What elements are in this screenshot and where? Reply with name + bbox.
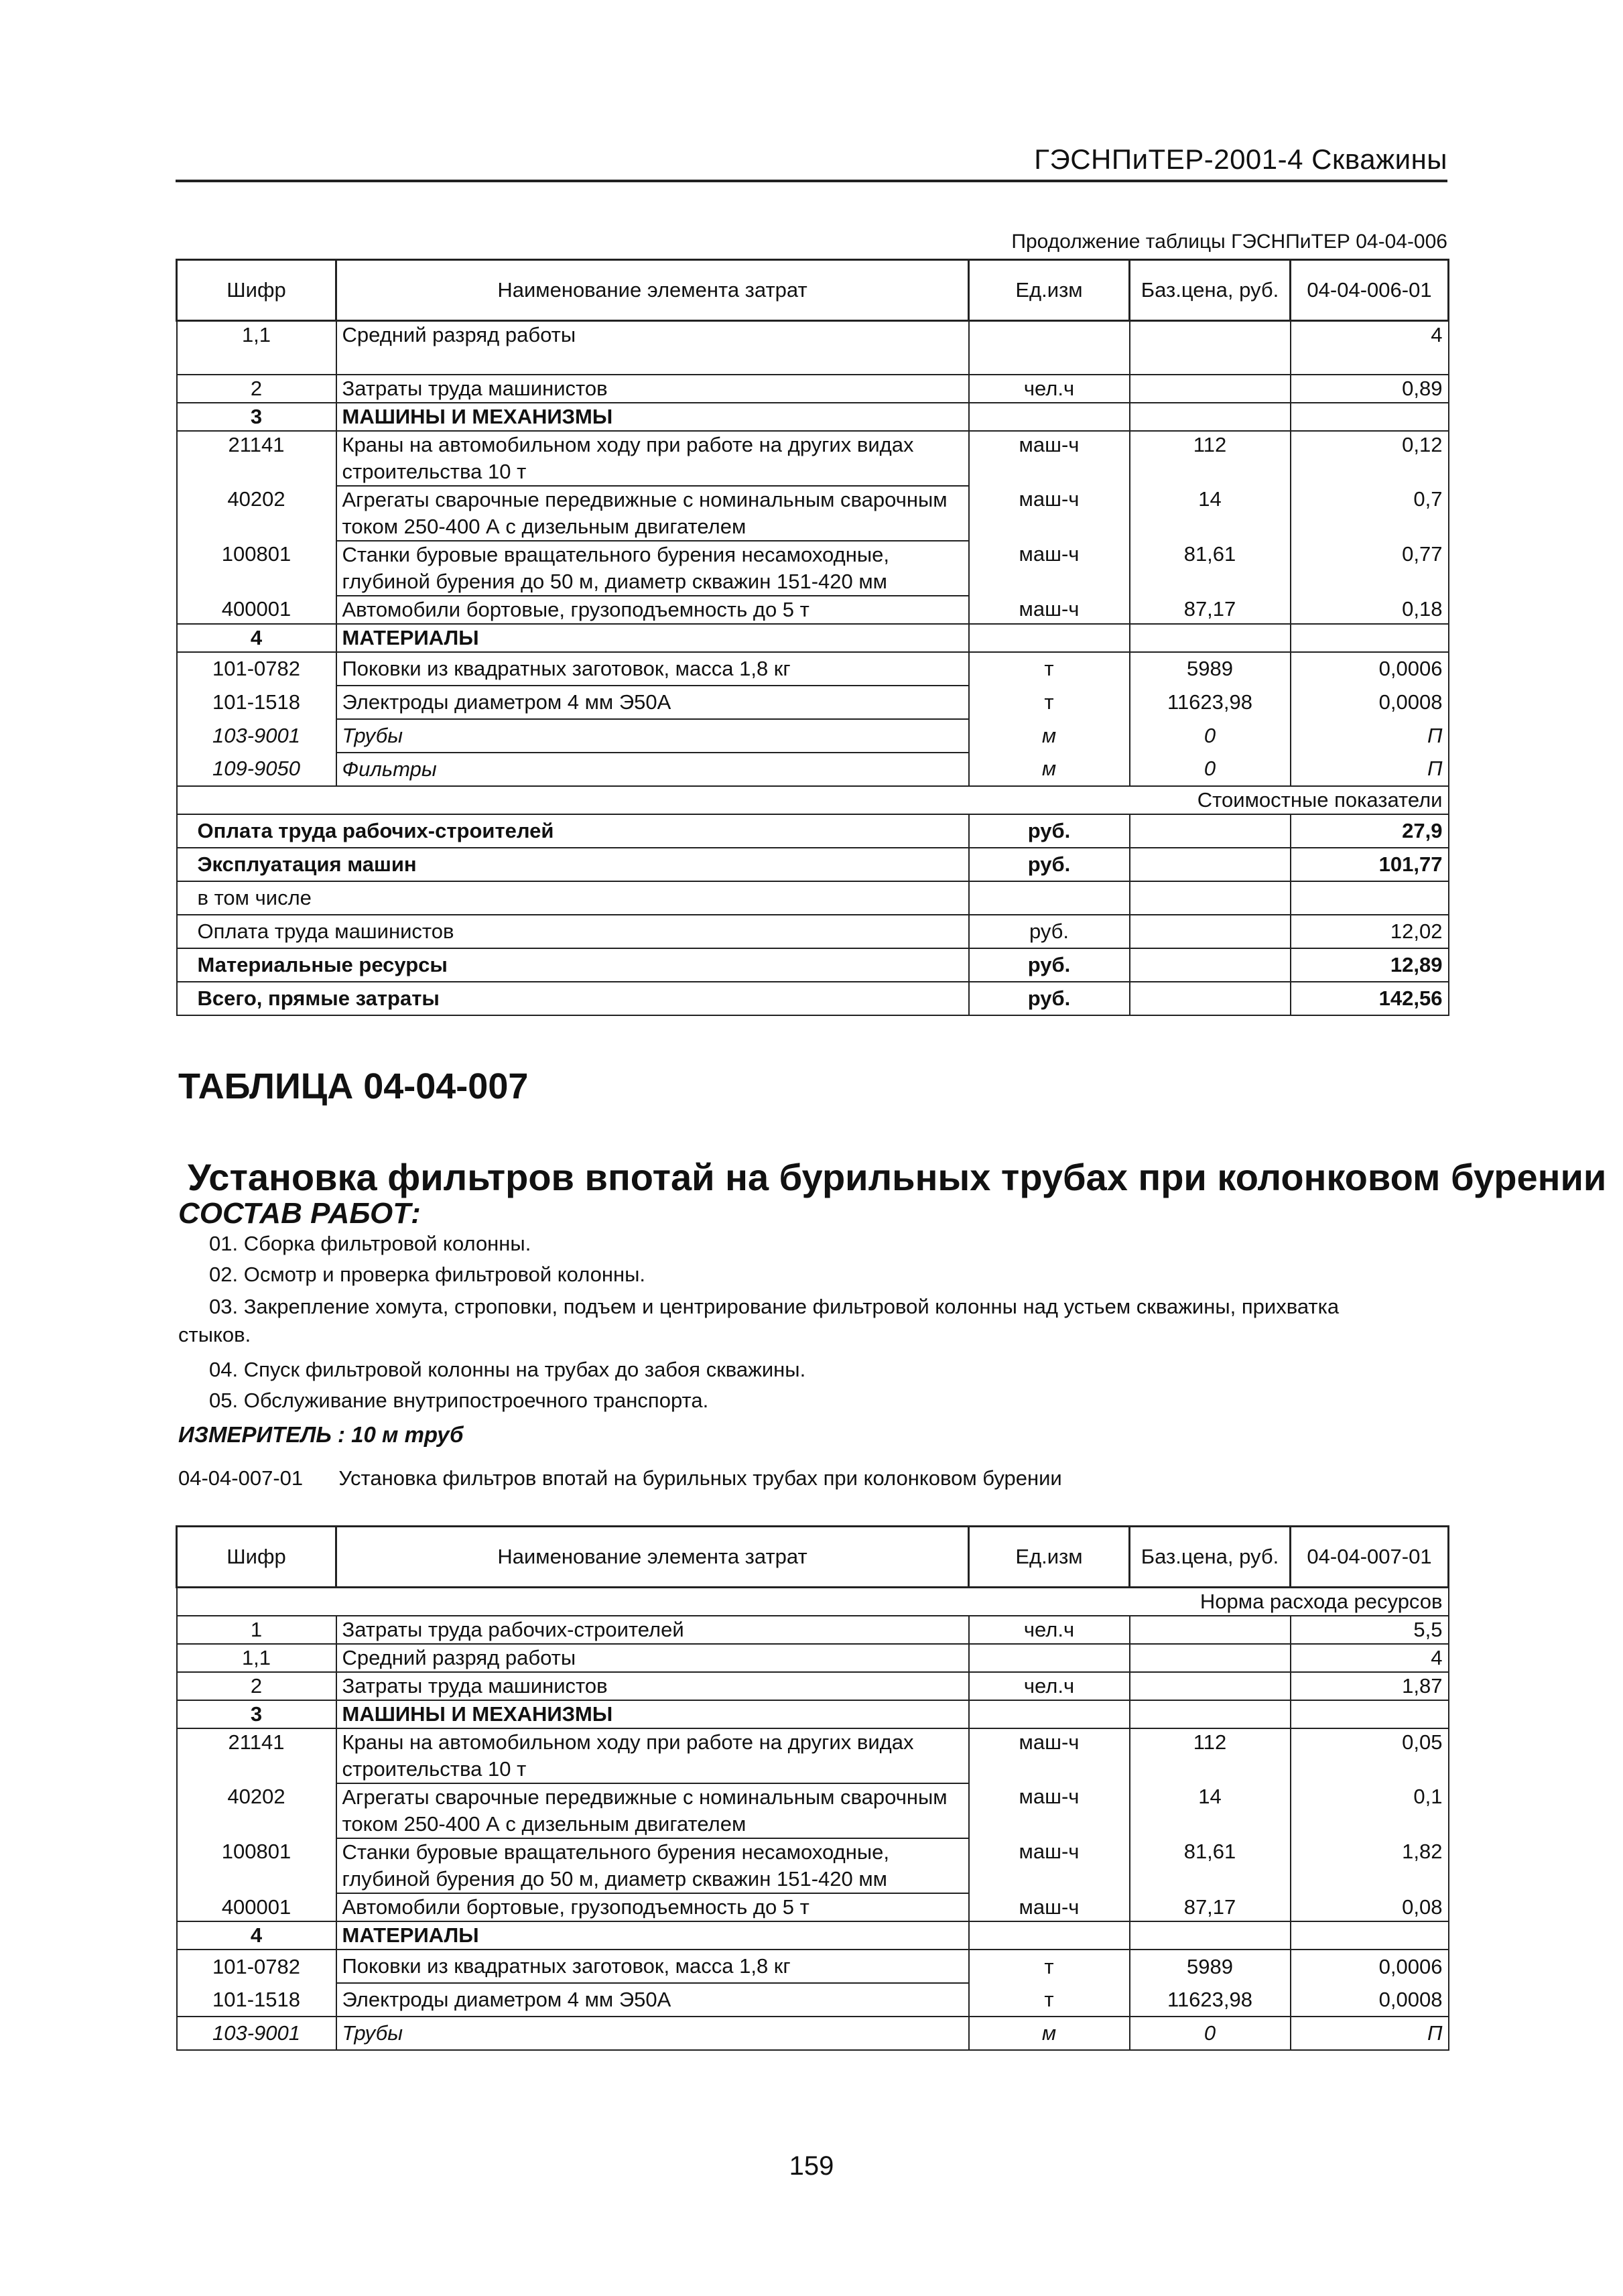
cell-price — [1130, 1921, 1291, 1950]
total-unit: руб. — [969, 948, 1130, 982]
cell-code: 1,1 — [177, 321, 336, 375]
table-row — [177, 1950, 1449, 1983]
cell-price — [1130, 1672, 1291, 1700]
cell-unit: маш-ч — [969, 486, 1130, 541]
table-section-row — [177, 624, 1449, 652]
total-label: Материальные ресурсы — [177, 948, 969, 982]
table-section-row — [177, 1700, 1449, 1728]
column-header: Шифр — [177, 1527, 336, 1588]
cell-value: 0,7 — [1291, 486, 1449, 541]
cell-code: 400001 — [177, 1893, 336, 1921]
cell-code: 40202 — [177, 1783, 336, 1838]
table-row — [177, 375, 1449, 403]
cell-price — [1130, 375, 1291, 403]
work-item: 03. Закрепление хомута, строповки, подъем и центрирование фильтровой колонны над устьем скважины, прихватка — [209, 1295, 1340, 1318]
work-item: 02. Осмотр и проверка фильтровой колонны. — [209, 1263, 646, 1286]
total-value: 12,89 — [1291, 948, 1449, 982]
cost-heading: Стоимостные показатели — [177, 786, 1449, 814]
cell-code: 101-0782 — [177, 1950, 336, 1983]
table-row — [177, 321, 1449, 375]
empty-cell — [1130, 982, 1291, 1015]
cell-value: 4 — [1291, 321, 1449, 375]
cell-unit: т — [969, 652, 1130, 686]
cell-unit: м — [969, 753, 1130, 786]
cell-unit: маш-ч — [969, 1783, 1130, 1838]
cell-price — [1130, 403, 1291, 431]
cell-price: 14 — [1130, 486, 1291, 541]
cell-code: 101-0782 — [177, 652, 336, 686]
total-value: 12,02 — [1291, 915, 1449, 948]
norm-code-line — [178, 1466, 1062, 1490]
column-header: Шифр — [177, 260, 336, 321]
total-unit: руб. — [969, 814, 1130, 848]
total-row — [177, 915, 1449, 948]
cell-unit — [969, 321, 1130, 375]
cell-name: МАШИНЫ И МЕХАНИЗМЫ — [336, 403, 969, 431]
cell-price: 14 — [1130, 1783, 1291, 1838]
cell-code: 1 — [177, 1616, 336, 1644]
table-header-row — [177, 1527, 1449, 1588]
total-label: Оплата труда рабочих-строителей — [177, 814, 969, 848]
column-header: 04-04-007-01 — [1291, 1527, 1449, 1588]
table-section-row — [177, 1921, 1449, 1950]
total-row — [177, 982, 1449, 1015]
cell-price: 11623,98 — [1130, 686, 1291, 719]
cell-name: Трубы — [336, 2017, 969, 2050]
column-header: Наименование элемента затрат — [336, 260, 969, 321]
cell-unit — [969, 1921, 1130, 1950]
table-title: ТАБЛИЦА 04-04-007 — [178, 1066, 529, 1106]
cell-code: 101-1518 — [177, 1983, 336, 2017]
total-row — [177, 881, 1449, 915]
cell-code: 21141 — [177, 1728, 336, 1783]
cell-price: 81,61 — [1130, 1838, 1291, 1893]
cell-unit: чел.ч — [969, 1616, 1130, 1644]
table-row — [177, 1983, 1449, 2017]
table-row — [177, 486, 1449, 541]
cell-value: 0,0008 — [1291, 1983, 1449, 2017]
total-value — [1291, 881, 1449, 915]
cell-price: 0 — [1130, 2017, 1291, 2050]
table-row — [177, 1728, 1449, 1783]
table-row — [177, 1672, 1449, 1700]
cell-unit: м — [969, 719, 1130, 753]
cell-price — [1130, 624, 1291, 652]
table-row — [177, 652, 1449, 686]
cell-unit: т — [969, 1983, 1130, 2017]
cell-value: 0,12 — [1291, 431, 1449, 486]
work-item: 01. Сборка фильтровой колонны. — [209, 1232, 531, 1255]
empty-cell — [1130, 915, 1291, 948]
cell-unit: маш-ч — [969, 1728, 1130, 1783]
total-label: Оплата труда машинистов — [177, 915, 969, 948]
column-header: Баз.цена, руб. — [1130, 1527, 1291, 1588]
total-label: в том числе — [177, 881, 969, 915]
cell-code: 109-9050 — [177, 753, 336, 786]
work-item: 05. Обслуживание внутрипостроечного транспорта. — [209, 1389, 709, 1412]
cell-price: 5989 — [1130, 652, 1291, 686]
total-row — [177, 948, 1449, 982]
cell-code: 4 — [177, 1921, 336, 1950]
cell-unit: т — [969, 686, 1130, 719]
total-label: Эксплуатация машин — [177, 848, 969, 881]
work-item-continuation: стыков. — [178, 1323, 251, 1346]
cell-unit: маш-ч — [969, 541, 1130, 596]
cell-value: 0,0006 — [1291, 652, 1449, 686]
total-row — [177, 848, 1449, 881]
cell-name: Станки буровые вращательного бурения несамоходные, глубиной бурения до 50 м, диаметр скважин 151-420 мм — [336, 1838, 969, 1893]
cell-code: 100801 — [177, 1838, 336, 1893]
cell-value: 1,87 — [1291, 1672, 1449, 1700]
cell-name: Затраты труда машинистов — [336, 375, 969, 403]
table-row — [177, 1783, 1449, 1838]
total-unit: руб. — [969, 915, 1130, 948]
column-header: 04-04-006-01 — [1291, 260, 1449, 321]
cell-code: 1,1 — [177, 1644, 336, 1672]
cell-unit — [969, 1644, 1130, 1672]
cell-name: Затраты труда рабочих-строителей — [336, 1616, 969, 1644]
cell-code: 3 — [177, 403, 336, 431]
cell-code: 100801 — [177, 541, 336, 596]
cell-name: Электроды диаметром 4 мм Э50А — [336, 1983, 969, 2017]
page-header-title: ГЭСНПиТЕР-2001-4 Скважины — [1034, 143, 1447, 175]
cell-name: Затраты труда машинистов — [336, 1672, 969, 1700]
cell-price — [1130, 1700, 1291, 1728]
total-label: Всего, прямые затраты — [177, 982, 969, 1015]
cell-name: МАТЕРИАЛЫ — [336, 624, 969, 652]
cell-name: Краны на автомобильном ходу при работе на других видах строительства 10 т — [336, 431, 969, 486]
cell-code: 103-9001 — [177, 2017, 336, 2050]
cell-value — [1291, 1700, 1449, 1728]
total-value: 101,77 — [1291, 848, 1449, 881]
cell-code: 4 — [177, 624, 336, 652]
cell-code: 40202 — [177, 486, 336, 541]
cell-price: 11623,98 — [1130, 1983, 1291, 2017]
cell-name: Агрегаты сварочные передвижные с номинальным сварочным током 250-400 А с дизельным двигателем — [336, 486, 969, 541]
cell-unit — [969, 1700, 1130, 1728]
cell-unit: маш-ч — [969, 1893, 1130, 1921]
cell-name: МАТЕРИАЛЫ — [336, 1921, 969, 1950]
table-row — [177, 596, 1449, 624]
column-header: Ед.изм — [969, 260, 1130, 321]
cell-unit — [969, 403, 1130, 431]
cell-code: 400001 — [177, 596, 336, 624]
total-value: 142,56 — [1291, 982, 1449, 1015]
cell-name: Автомобили бортовые, грузоподъемность до 5 т — [336, 1893, 969, 1921]
cell-unit: м — [969, 2017, 1130, 2050]
cell-name: Поковки из квадратных заготовок, масса 1,8 кг — [336, 1950, 969, 1983]
cell-code: 3 — [177, 1700, 336, 1728]
cell-value: 0,1 — [1291, 1783, 1449, 1838]
cell-name: Электроды диаметром 4 мм Э50А — [336, 686, 969, 719]
total-unit: руб. — [969, 982, 1130, 1015]
cell-name: Трубы — [336, 719, 969, 753]
total-row — [177, 814, 1449, 848]
composition-label: СОСТАВ РАБОТ: — [178, 1197, 421, 1230]
cell-unit: маш-ч — [969, 1838, 1130, 1893]
continuation-caption: Продолжение таблицы ГЭСНПиТЕР 04-04-006 — [1011, 231, 1447, 253]
cell-name: МАШИНЫ И МЕХАНИЗМЫ — [336, 1700, 969, 1728]
norm-code: 04-04-007-01 — [178, 1466, 304, 1490]
empty-cell — [1130, 814, 1291, 848]
cell-value — [1291, 1921, 1449, 1950]
cell-name: Агрегаты сварочные передвижные с номинальным сварочным током 250-400 А с дизельным двигателем — [336, 1783, 969, 1838]
cell-unit: чел.ч — [969, 1672, 1130, 1700]
cell-name: Станки буровые вращательного бурения несамоходные, глубиной бурения до 50 м, диаметр скважин 151-420 мм — [336, 541, 969, 596]
cell-value: 0,77 — [1291, 541, 1449, 596]
table-row — [177, 1616, 1449, 1644]
total-unit — [969, 881, 1130, 915]
empty-cell — [1130, 881, 1291, 915]
column-header: Ед.изм — [969, 1527, 1130, 1588]
cell-value: 0,18 — [1291, 596, 1449, 624]
total-value: 27,9 — [1291, 814, 1449, 848]
cell-value: П — [1291, 2017, 1449, 2050]
total-unit: руб. — [969, 848, 1130, 881]
cell-value: 0,0006 — [1291, 1950, 1449, 1983]
table-row — [177, 1838, 1449, 1893]
cell-name: Фильтры — [336, 753, 969, 786]
table-row — [177, 2017, 1449, 2050]
cell-code: 21141 — [177, 431, 336, 486]
cell-code: 101-1518 — [177, 686, 336, 719]
resource-table-04-04-006 — [176, 259, 1449, 1016]
table-header-row — [177, 260, 1449, 321]
column-header: Наименование элемента затрат — [336, 1527, 969, 1588]
section-title: Установка фильтров впотай на бурильных трубах при колонковом бурении — [188, 1156, 1607, 1198]
cell-unit: маш-ч — [969, 431, 1130, 486]
cell-price: 0 — [1130, 719, 1291, 753]
cell-price: 112 — [1130, 431, 1291, 486]
cell-value: 0,05 — [1291, 1728, 1449, 1783]
work-item: 04. Спуск фильтровой колонны на трубах до забоя скважины. — [209, 1358, 806, 1381]
norm-heading-row — [177, 1588, 1449, 1616]
cell-value: 0,08 — [1291, 1893, 1449, 1921]
cell-unit: чел.ч — [969, 375, 1130, 403]
cell-name: Средний разряд работы — [336, 321, 969, 375]
cell-value: 5,5 — [1291, 1616, 1449, 1644]
table-row — [177, 1893, 1449, 1921]
table-row — [177, 719, 1449, 753]
table-row — [177, 541, 1449, 596]
cost-heading-row — [177, 786, 1449, 814]
cell-unit: маш-ч — [969, 596, 1130, 624]
cell-price: 112 — [1130, 1728, 1291, 1783]
cell-value: 0,89 — [1291, 375, 1449, 403]
cell-value: 1,82 — [1291, 1838, 1449, 1893]
cell-price — [1130, 321, 1291, 375]
cell-value — [1291, 624, 1449, 652]
cell-value — [1291, 403, 1449, 431]
cell-price — [1130, 1616, 1291, 1644]
cell-price: 5989 — [1130, 1950, 1291, 1983]
cell-unit: т — [969, 1950, 1130, 1983]
table-row — [177, 431, 1449, 486]
cell-price: 81,61 — [1130, 541, 1291, 596]
cell-value: 0,0008 — [1291, 686, 1449, 719]
page-number: 159 — [789, 2151, 834, 2181]
empty-cell — [1130, 948, 1291, 982]
cell-value: П — [1291, 753, 1449, 786]
cell-value: 4 — [1291, 1644, 1449, 1672]
cell-name: Средний разряд работы — [336, 1644, 969, 1672]
measure-unit: ИЗМЕРИТЕЛЬ : 10 м труб — [178, 1422, 464, 1447]
cell-name: Поковки из квадратных заготовок, масса 1,8 кг — [336, 652, 969, 686]
header-rule — [176, 180, 1447, 182]
cell-value: П — [1291, 719, 1449, 753]
table-section-row — [177, 403, 1449, 431]
table-row — [177, 1644, 1449, 1672]
norm-heading: Норма расхода ресурсов — [177, 1588, 1449, 1616]
cell-price: 87,17 — [1130, 596, 1291, 624]
table-row — [177, 686, 1449, 719]
cell-price — [1130, 1644, 1291, 1672]
resource-table-04-04-007 — [176, 1525, 1449, 2051]
column-header: Баз.цена, руб. — [1130, 260, 1291, 321]
cell-name: Автомобили бортовые, грузоподъемность до 5 т — [336, 596, 969, 624]
cell-unit — [969, 624, 1130, 652]
cell-code: 103-9001 — [177, 719, 336, 753]
cell-code: 2 — [177, 375, 336, 403]
empty-cell — [1130, 848, 1291, 881]
norm-code-description: Установка фильтров впотай на бурильных трубах при колонковом бурении — [338, 1466, 1062, 1490]
cell-code: 2 — [177, 1672, 336, 1700]
cell-name: Краны на автомобильном ходу при работе на других видах строительства 10 т — [336, 1728, 969, 1783]
cell-price: 87,17 — [1130, 1893, 1291, 1921]
table-row — [177, 753, 1449, 786]
cell-price: 0 — [1130, 753, 1291, 786]
